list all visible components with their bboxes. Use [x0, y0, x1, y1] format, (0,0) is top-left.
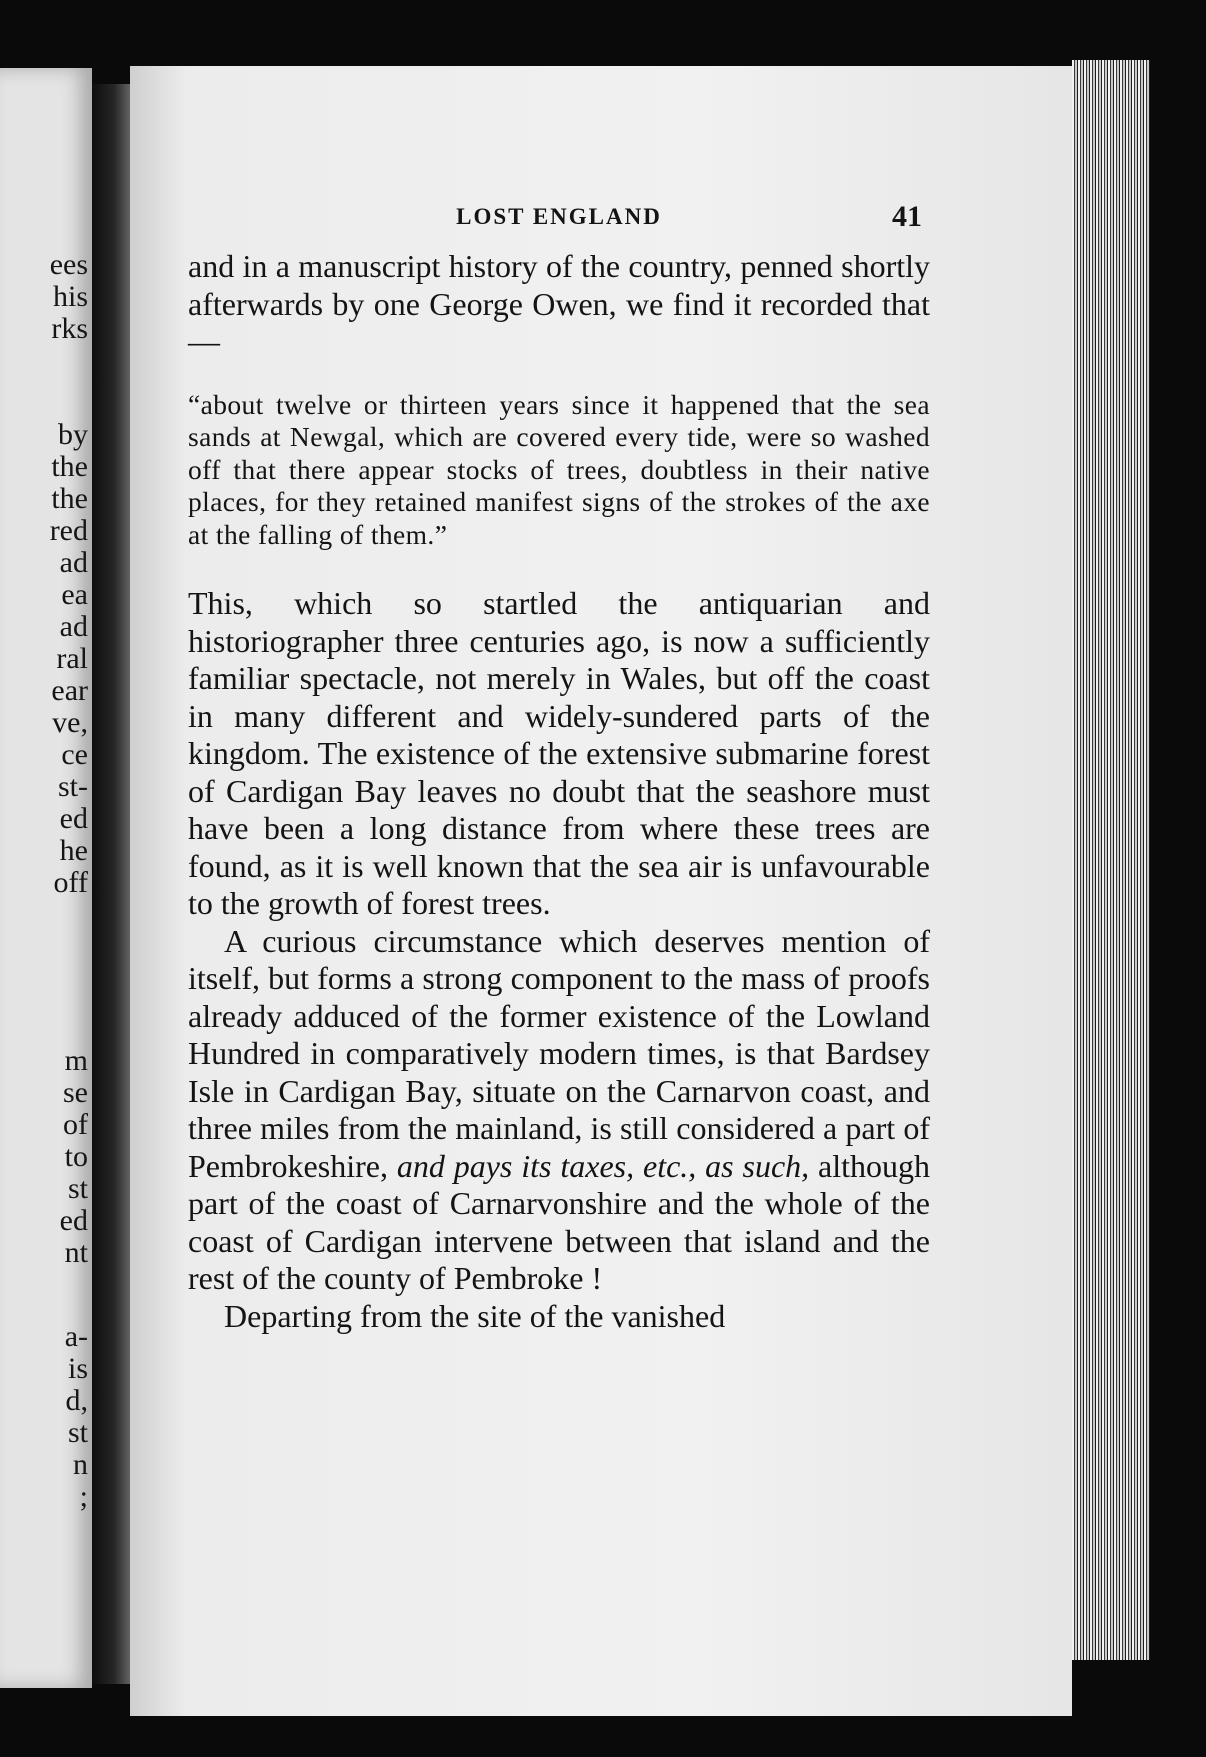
fragment: the: [51, 450, 88, 483]
paragraph: [188, 923, 930, 1298]
page-edges: [1072, 60, 1150, 1660]
fragment: st: [67, 1172, 88, 1205]
book-gutter: [92, 84, 132, 1684]
fragment: by: [58, 418, 88, 451]
paragraph-text: A curious circumstance which deserves mention of itself, but forms a strong component to the mass of proofs already adduced of the former existence of the Lowland Hundred in comparatively modern times, is that Bardsey Isle in Cardigan Bay, situate on the Carnarvon coast, and three miles from the mainland, is still considered a part of Pembrokeshire,: [188, 922, 930, 1184]
fragment: ed: [59, 802, 88, 835]
paragraph: This, which so startled the antiquarian and historiographer three centuries ago, is now a sufficiently familiar spectacle, not merely in Wales, but off the coast in many different and widely-sundered parts of the kingdom. The existence of the extensive submarine forest of Cardigan Bay leaves no doubt that the seashore must have been a long distance from where these trees are found, as it is well known that the sea air is unfavourable to the growth of forest trees.: [188, 585, 930, 922]
fragment: nt: [64, 1236, 88, 1269]
fragment: ral: [56, 642, 88, 675]
fragment: ;: [79, 1480, 88, 1513]
fragment: he: [59, 834, 88, 867]
fragment: se: [63, 1076, 88, 1109]
fragment: ve,: [52, 706, 88, 739]
page-content: [188, 200, 930, 1335]
paragraph: Departing from the site of the vanished: [224, 1297, 726, 1334]
fragment: off: [53, 866, 88, 899]
fragment: ear: [51, 674, 88, 707]
fragment: st-: [58, 770, 88, 803]
fragment: rks: [51, 312, 88, 345]
paragraph-text: although part of the coast of Carnarvonshire and the whole of the coast of Cardigan intervene between that island and the rest of the county of Pembroke !: [188, 1147, 931, 1297]
fragment: his: [52, 280, 88, 313]
page-header: [188, 200, 930, 234]
fragment: the: [51, 482, 88, 515]
facing-page: [0, 68, 92, 1688]
paragraph: and in a manuscript history of the country, penned shortly afterwards by one George Owen, we find it recorded that—: [188, 248, 930, 359]
fragment: ad: [59, 546, 88, 579]
fragment: ees: [49, 248, 88, 281]
fragment: ed: [59, 1204, 88, 1237]
italic-phrase: and pays its taxes, etc., as such,: [396, 1147, 810, 1184]
fragment: st: [67, 1416, 88, 1449]
page-number: 41: [892, 200, 922, 233]
fragment: a-: [64, 1320, 88, 1353]
fragment: is: [67, 1352, 88, 1385]
fragment: ad: [59, 610, 88, 643]
fragment: ce: [61, 738, 88, 771]
fragment: to: [64, 1140, 88, 1173]
fragment: ea: [61, 578, 88, 611]
fragment: red: [49, 514, 88, 547]
fragment: n: [73, 1448, 88, 1481]
block-quote: “about twelve or thirteen years since it happened that the sea sands at Newgal, which are covered every tide, were so washed off that there appear stocks of trees, doubtless in their native places, for they retained manifest signs of the strokes of the axe at the falling of them.”: [188, 388, 930, 550]
fragment: m: [64, 1044, 88, 1077]
fragment: d,: [65, 1384, 88, 1417]
fragment: of: [63, 1108, 88, 1141]
running-head: LOST ENGLAND: [456, 204, 662, 229]
